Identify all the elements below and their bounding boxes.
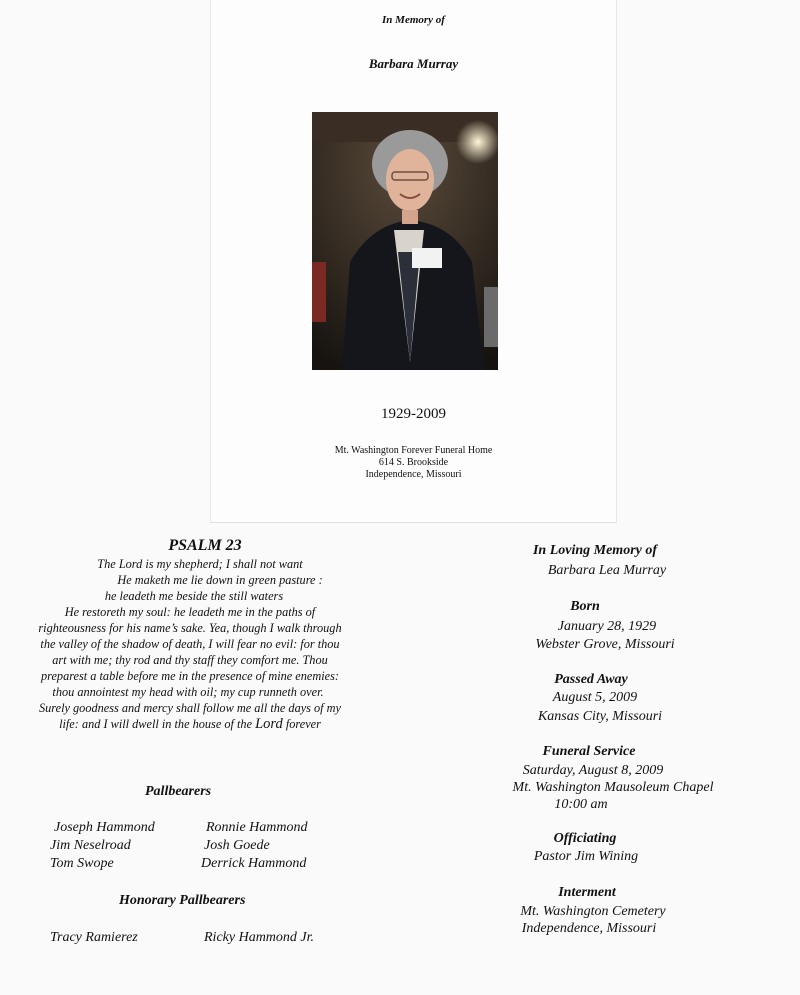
born-place: Webster Grove, Missouri [535, 637, 675, 652]
interment-city: Independence, Missouri [521, 921, 657, 936]
passed-date: August 5, 2009 [552, 690, 638, 705]
pallbearers-heading: Pallbearers [145, 784, 212, 799]
portrait-photo [312, 112, 498, 370]
psalm-line: thou annointest my head with oil; my cup runneth over. [52, 685, 324, 699]
psalm-line: He maketh me lie down in green pasture : [117, 573, 323, 587]
memory-of-label: In Memory of [382, 14, 445, 26]
service-time: 10:00 am [554, 797, 608, 812]
passed-place: Kansas City, Missouri [537, 709, 663, 724]
pallbearer-name: Joseph Hammond [54, 820, 155, 835]
service-heading: Funeral Service [542, 744, 636, 759]
full-name: Barbara Lea Murray [547, 563, 667, 578]
pallbearer-name: Ronnie Hammond [206, 820, 308, 835]
life-years: 1929-2009 [381, 406, 446, 422]
born-date: January 28, 1929 [557, 619, 657, 634]
psalm-lord-word: Lord [255, 716, 283, 732]
cover-name: Barbara Murray [368, 56, 459, 71]
officiant: Pastor Jim Wining [533, 849, 639, 864]
cover-page [210, 0, 617, 523]
service-date: Saturday, August 8, 2009 [522, 763, 664, 778]
psalm-line: The Lord is my shepherd; I shall not want [97, 557, 303, 571]
psalm-line: the valley of the shadow of death, I will fear no evil: for thou [40, 637, 340, 651]
psalm-last-line-end: forever [282, 717, 321, 731]
born-heading: Born [570, 599, 600, 614]
psalm-line: righteousness for his name’s sake. Yea, though I walk through [38, 621, 342, 635]
honorary-pallbearer-name: Tracy Ramierez [50, 930, 138, 945]
pallbearer-name: Josh Goede [204, 838, 270, 853]
service-place: Mt. Washington Mausoleum Chapel [512, 780, 714, 795]
funeral-home-city: Independence, Missouri [365, 469, 462, 480]
psalm-line: Surely goodness and mercy shall follow me all the days of my [38, 701, 342, 715]
psalm-line: preparest a table before me in the presence of mine enemies: [41, 669, 339, 683]
interment-place: Mt. Washington Cemetery [520, 904, 666, 919]
psalm-last-line-start: life: and I will dwell in the house of the [59, 717, 256, 731]
pallbearer-name: Tom Swope [50, 856, 114, 871]
interment-heading: Interment [558, 885, 616, 900]
honorary-pallbearer-name: Ricky Hammond Jr. [204, 930, 315, 945]
psalm-title: PSALM 23 [168, 537, 242, 554]
pallbearer-name: Derrick Hammond [201, 856, 307, 871]
honorary-heading: Honorary Pallbearers [119, 893, 246, 908]
pallbearer-name: Jim Neselroad [50, 838, 131, 853]
psalm-line: he leadeth me beside the still waters [104, 589, 284, 603]
officiating-heading: Officiating [553, 831, 617, 846]
loving-memory-heading: In Loving Memory of [532, 543, 658, 558]
funeral-home-name: Mt. Washington Forever Funeral Home [334, 445, 493, 456]
passed-heading: Passed Away [554, 672, 628, 687]
psalm-line: He restoreth my soul: he leadeth me in the paths of [64, 605, 316, 619]
psalm-line: art with me; thy rod and thy staff they comfort me. Thou [52, 653, 328, 667]
psalm-last-line [0, 716, 380, 732]
funeral-home-street: 614 S. Brookside [378, 457, 449, 468]
